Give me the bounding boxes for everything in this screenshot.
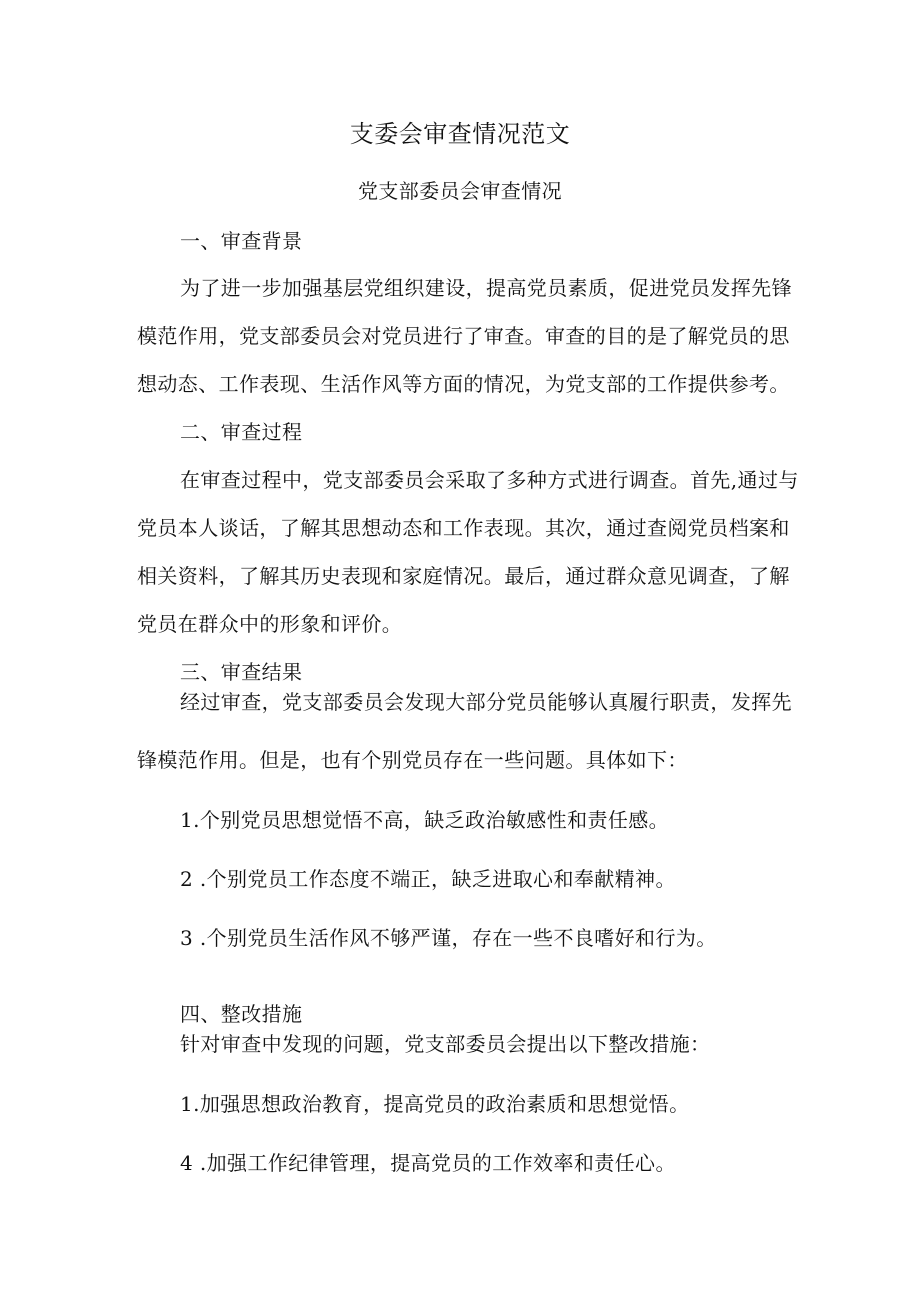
section-3-item-1: 1.个别党员思想觉悟不高，缺乏政治敏感性和责任感。 xyxy=(180,808,670,832)
section-3-line-1: 经过审查，党支部委员会发现大部分党员能够认真履行职责，发挥先 xyxy=(180,690,792,714)
section-3-heading: 三、审查结果 xyxy=(180,660,303,684)
section-2-line-2: 党员本人谈话，了解其思想动态和工作表现。其次，通过查阅党员档案和 xyxy=(137,516,790,540)
section-2-line-3: 相关资料，了解其历史表现和家庭情况。最后，通过群众意见调查，了解 xyxy=(137,564,790,588)
section-3-line-2: 锋模范作用。但是，也有个别党员存在一些问题。具体如下： xyxy=(137,748,688,772)
section-1-heading: 一、审查背景 xyxy=(180,229,303,253)
section-2-line-1: 在审查过程中，党支部委员会采取了多种方式进行调查。首先,通过与 xyxy=(180,468,799,492)
section-3-item-2: 2 .个别党员工作态度不端正，缺乏进取心和奉献精神。 xyxy=(180,867,676,891)
section-1-line-1: 为了进一步加强基层党组织建设，提高党员素质，促进党员发挥先锋 xyxy=(180,276,792,300)
section-4-heading: 四、整改措施 xyxy=(180,1002,303,1026)
section-3-item-3: 3 .个别党员生活作风不够严谨，存在一些不良嗜好和行为。 xyxy=(180,926,717,950)
section-4-intro: 针对审查中发现的问题，党支部委员会提出以下整改措施： xyxy=(180,1032,711,1056)
section-2-line-4: 党员在群众中的形象和评价。 xyxy=(137,612,403,636)
section-2-heading: 二、审查过程 xyxy=(180,420,303,444)
document-title: 支委会审查情况范文 xyxy=(349,120,571,148)
document-subtitle: 党支部委员会审查情况 xyxy=(358,179,562,203)
section-1-line-2: 模范作用，党支部委员会对党员进行了审查。审查的目的是了解党员的思 xyxy=(137,324,790,348)
section-1-line-3: 想动态、工作表现、生活作风等方面的情况，为党支部的工作提供参考。 xyxy=(137,372,790,396)
section-4-item-2: 4 .加强工作纪律管理，提高党员的工作效率和责任心。 xyxy=(180,1151,676,1175)
section-4-item-1: 1.加强思想政治教育，提高党员的政治素质和思想觉悟。 xyxy=(180,1092,690,1116)
